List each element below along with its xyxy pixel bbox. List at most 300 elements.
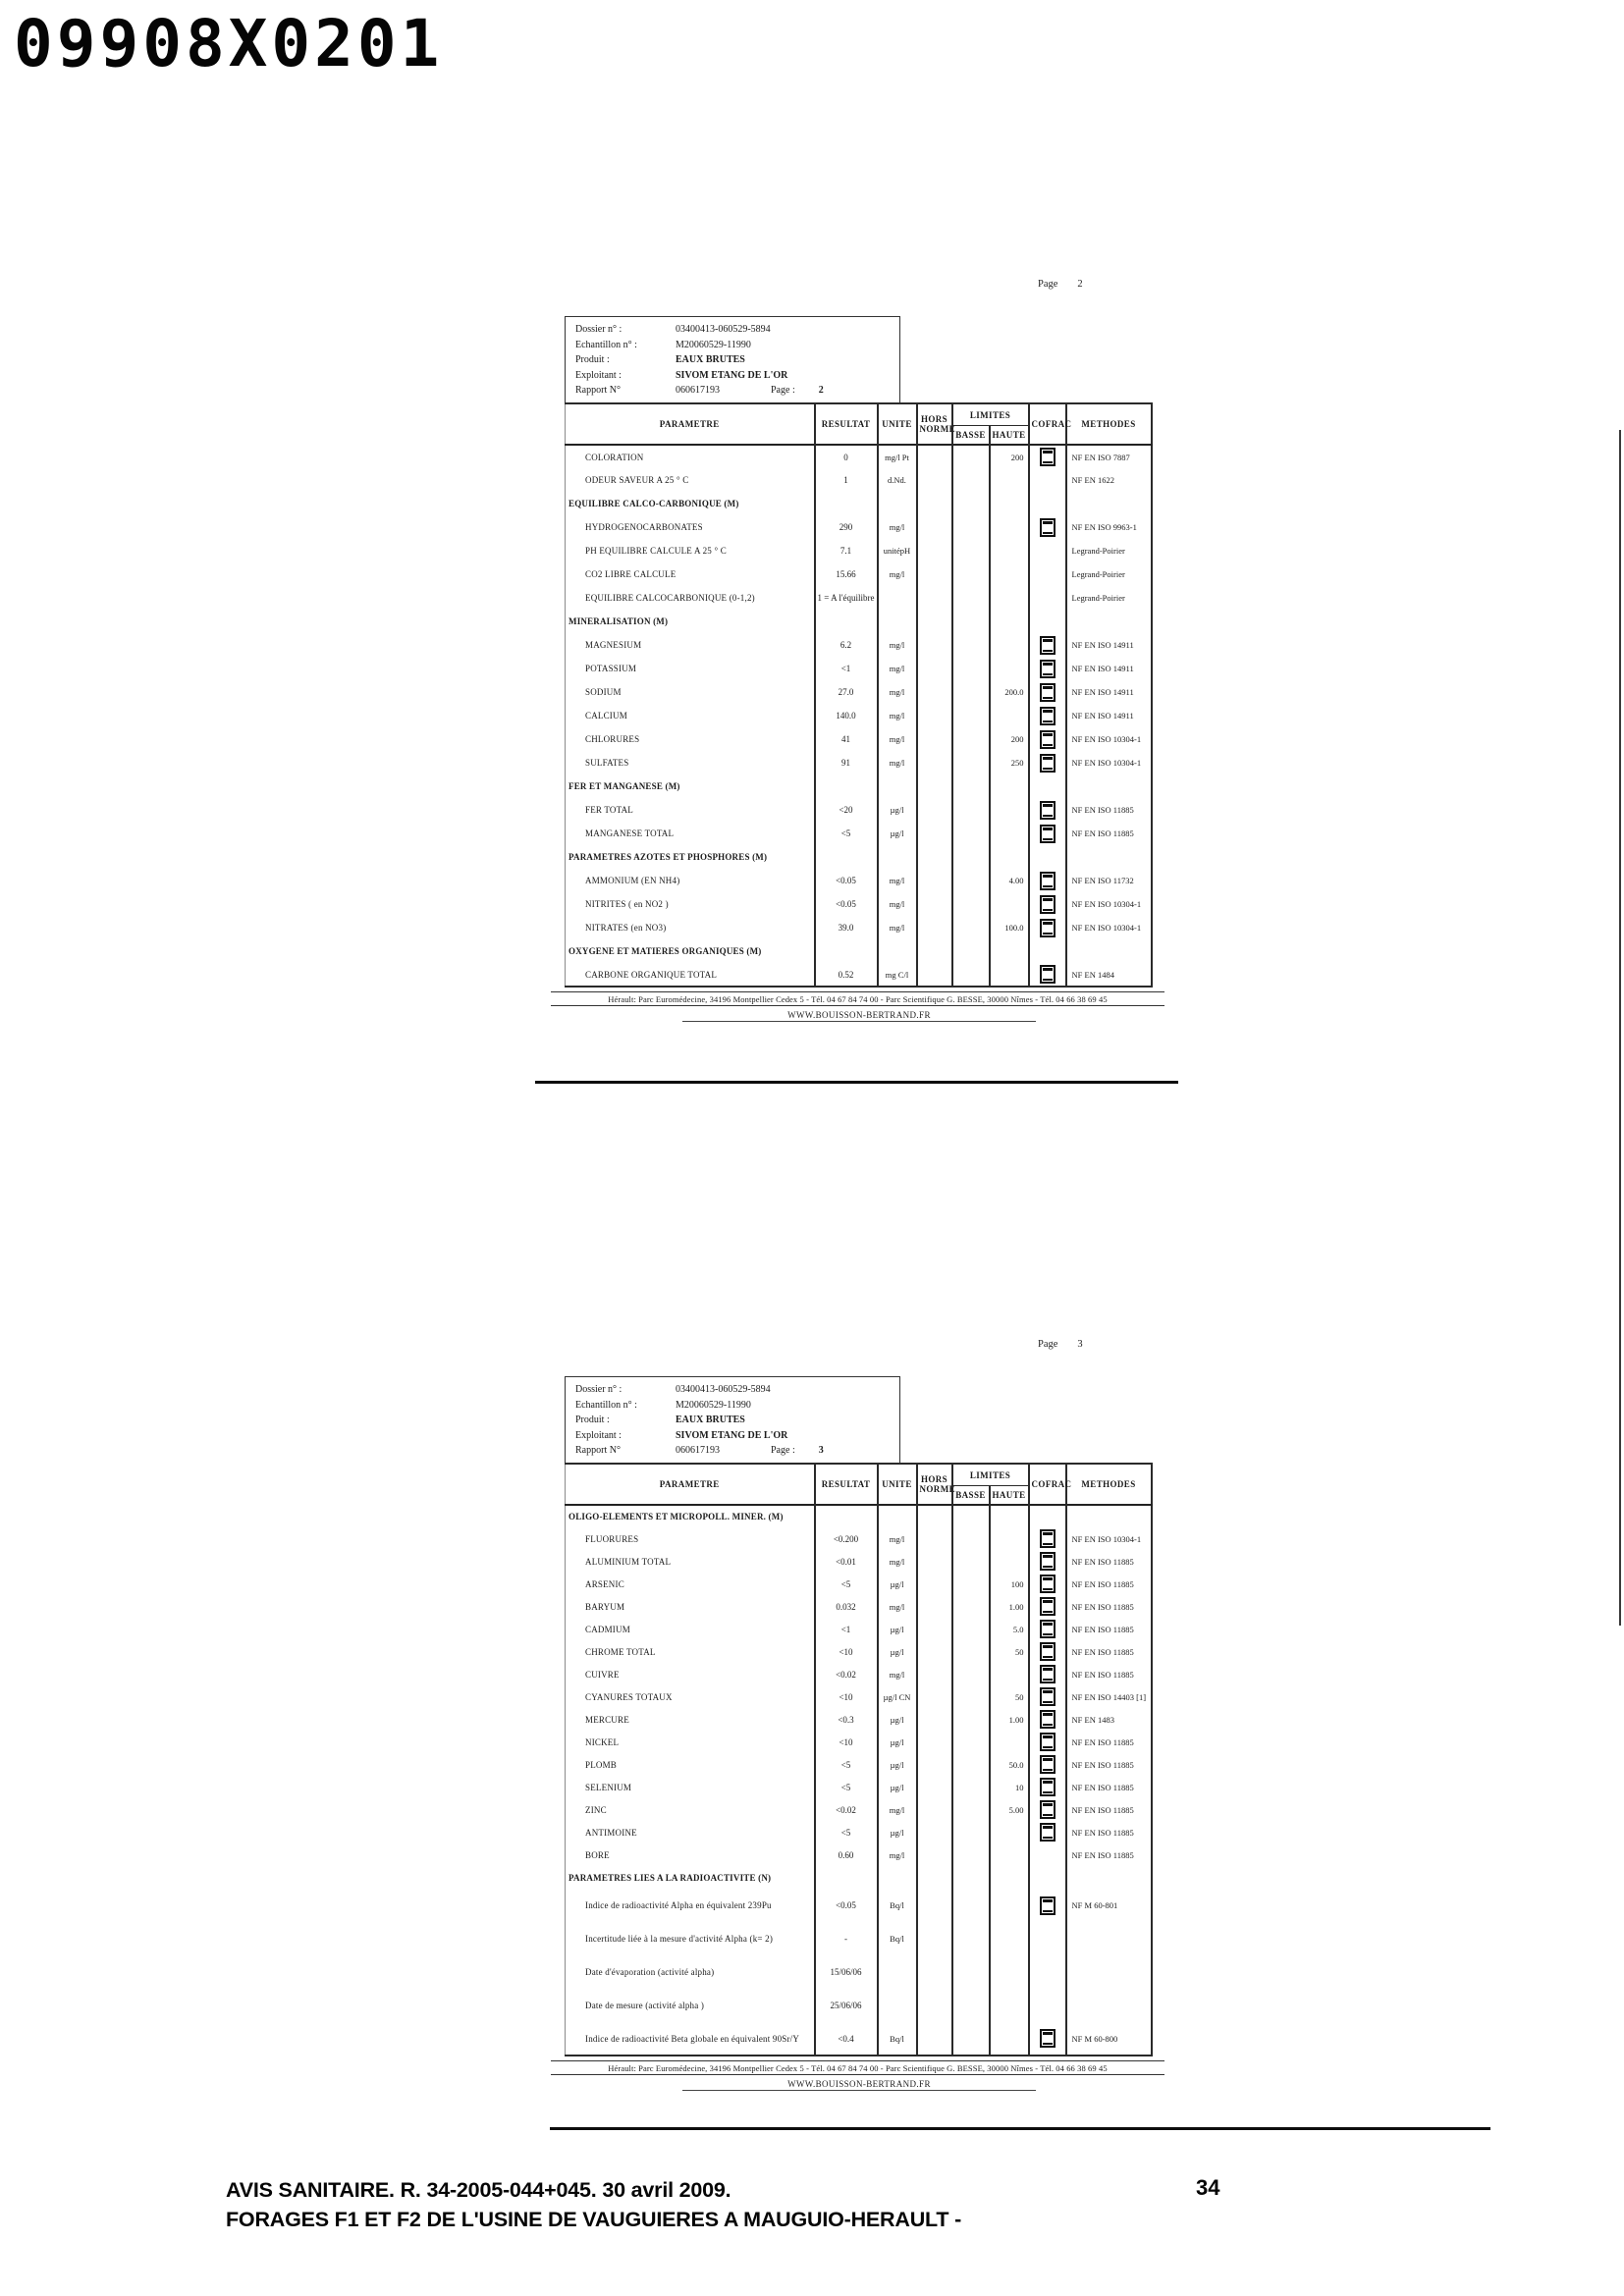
parameter-name: CARBONE ORGANIQUE TOTAL	[585, 969, 718, 980]
cofrac-stamp-icon	[1040, 1778, 1056, 1796]
method-name	[1066, 774, 1152, 798]
unit: mg/l	[878, 1798, 917, 1821]
limite-haute-value	[990, 1550, 1029, 1573]
result-value: 7.1	[815, 539, 878, 562]
result-value: <20	[815, 798, 878, 822]
method-name	[1066, 1989, 1152, 2022]
cofrac-cell	[1029, 539, 1066, 562]
cofrac-cell	[1029, 1989, 1066, 2022]
method-name: NF EN ISO 11885	[1066, 1731, 1152, 1753]
parameter-name: SODIUM	[585, 687, 622, 697]
table-row	[566, 468, 1152, 492]
unit	[878, 845, 917, 869]
result-value: 41	[815, 727, 878, 751]
report-page-label	[1038, 1339, 1083, 1350]
info-label: Echantillon n° :	[575, 1399, 637, 1411]
parameter-name: ARSENIC	[585, 1578, 624, 1589]
method-name: NF EN ISO 10304-1	[1066, 916, 1152, 939]
section-row	[566, 774, 1152, 798]
unit: µg/l	[878, 1821, 917, 1843]
col-hors-line1: HORS	[920, 414, 948, 424]
col-hors-norme	[917, 403, 955, 445]
report-info-box	[565, 1376, 900, 1464]
hors-norme-cell	[917, 1527, 952, 1550]
result-value: <1	[815, 1618, 878, 1640]
limite-haute-value: 200	[990, 727, 1029, 751]
hors-norme-cell	[917, 562, 952, 586]
cofrac-cell	[1029, 1889, 1066, 1922]
method-name: NF EN ISO 14403 [1]	[1066, 1685, 1152, 1708]
cofrac-cell	[1029, 1595, 1066, 1618]
col-resultat: RESULTAT	[815, 403, 878, 445]
col-hors-line2: NORME	[919, 424, 955, 434]
parameter-name: CALCIUM	[585, 711, 627, 721]
method-name: Legrand-Poirier	[1066, 539, 1152, 562]
info-label: Produit :	[575, 1415, 610, 1426]
result-value: <1	[815, 657, 878, 680]
section-row	[566, 610, 1152, 633]
limite-basse-cell	[952, 1685, 990, 1708]
hors-norme-cell	[917, 610, 952, 633]
method-name: NF EN ISO 7887	[1066, 445, 1152, 468]
cofrac-cell	[1029, 445, 1066, 468]
hors-norme-cell	[917, 939, 952, 963]
table-body	[566, 445, 1152, 987]
unit: unitépH	[878, 539, 917, 562]
limite-haute-value	[990, 1663, 1029, 1685]
result-value: 0.60	[815, 1843, 878, 1866]
result-value: -	[815, 1922, 878, 1955]
result-value: <10	[815, 1640, 878, 1663]
limite-haute-value: 50	[990, 1685, 1029, 1708]
method-name: NF EN ISO 11885	[1066, 1640, 1152, 1663]
cofrac-cell	[1029, 633, 1066, 657]
cofrac-stamp-icon	[1040, 1755, 1056, 1774]
section-title: OXYGENE ET MATIERES ORGANIQUES (M)	[568, 946, 762, 956]
method-name: NF M 60-801	[1066, 1889, 1152, 1922]
limite-haute-value	[990, 1922, 1029, 1955]
cofrac-stamp-icon	[1040, 872, 1056, 890]
col-resultat: RESULTAT	[815, 1464, 878, 1505]
section-row	[566, 939, 1152, 963]
limite-basse-cell	[952, 492, 990, 515]
result-value: 25/06/06	[815, 1989, 878, 2022]
method-name: NF EN ISO 11885	[1066, 1595, 1152, 1618]
hors-norme-cell	[917, 1889, 952, 1922]
cofrac-cell	[1029, 798, 1066, 822]
result-value: <5	[815, 1821, 878, 1843]
limite-haute-value	[990, 939, 1029, 963]
table-row	[566, 727, 1152, 751]
limite-basse-cell	[952, 1527, 990, 1550]
method-name: NF EN ISO 11885	[1066, 1821, 1152, 1843]
limite-haute-value	[990, 1989, 1029, 2022]
limite-haute-value	[990, 562, 1029, 586]
limite-basse-cell	[952, 539, 990, 562]
result-value: <0.02	[815, 1798, 878, 1821]
hors-norme-cell	[917, 727, 952, 751]
info-value: SIVOM ETANG DE L'OR	[676, 1429, 788, 1441]
unit: mg C/l	[878, 963, 917, 987]
unit: Bq/l	[878, 2022, 917, 2056]
unit: µg/l	[878, 1640, 917, 1663]
table-row	[566, 1922, 1152, 1955]
cofrac-stamp-icon	[1040, 2029, 1056, 2048]
info-page-label: Page :	[771, 1445, 795, 1457]
unit: mg/l	[878, 515, 917, 539]
cofrac-stamp-icon	[1040, 895, 1056, 914]
hors-norme-cell	[917, 1573, 952, 1595]
unit	[878, 586, 917, 610]
footer-avis-line: AVIS SANITAIRE. R. 34-2005-044+045. 30 avril 2009.	[226, 2178, 731, 2202]
cofrac-stamp-icon	[1040, 730, 1056, 749]
result-value: 1 = A l'équilibre	[815, 586, 878, 610]
footer-forages-line: FORAGES F1 ET F2 DE L'USINE DE VAUGUIERES A MAUGUIO-HERAULT -	[226, 2208, 962, 2231]
unit: mg/l	[878, 916, 917, 939]
hors-norme-cell	[917, 1989, 952, 2022]
unit: µg/l	[878, 1573, 917, 1595]
limite-haute-value: 1.00	[990, 1708, 1029, 1731]
unit	[878, 1866, 917, 1889]
cofrac-stamp-icon	[1040, 825, 1056, 843]
limite-basse-cell	[952, 939, 990, 963]
unit: µg/l	[878, 1753, 917, 1776]
method-name: NF EN ISO 11732	[1066, 869, 1152, 892]
parameter-name: POTASSIUM	[585, 664, 637, 673]
method-name: NF EN ISO 14911	[1066, 704, 1152, 727]
unit	[878, 1505, 917, 1527]
info-row	[575, 322, 892, 338]
limite-basse-cell	[952, 916, 990, 939]
limite-haute-value	[990, 586, 1029, 610]
info-value: EAUX BRUTES	[676, 1415, 745, 1426]
cofrac-cell	[1029, 822, 1066, 845]
info-value: EAUX BRUTES	[676, 354, 745, 366]
result-value: 0.52	[815, 963, 878, 987]
table-row	[566, 704, 1152, 727]
limite-basse-cell	[952, 845, 990, 869]
hors-norme-cell	[917, 822, 952, 845]
parameter-name: Indice de radioactivité Beta globale en équivalent 90Sr/Y	[585, 2033, 800, 2044]
parameter-name: FER TOTAL	[585, 805, 634, 815]
method-name: NF EN 1622	[1066, 468, 1152, 492]
hors-norme-cell	[917, 468, 952, 492]
hors-norme-cell	[917, 1776, 952, 1798]
unit: Bq/l	[878, 1889, 917, 1922]
cofrac-cell	[1029, 1866, 1066, 1889]
col-methodes: METHODES	[1066, 403, 1152, 445]
method-name	[1066, 1955, 1152, 1989]
page-value: 2	[1077, 279, 1083, 290]
parameter-name: MANGANESE TOTAL	[585, 828, 675, 838]
section-row	[566, 1505, 1152, 1527]
result-value: 0	[815, 445, 878, 468]
limite-basse-cell	[952, 1821, 990, 1843]
info-value: M20060529-11990	[676, 339, 751, 350]
table-row	[566, 586, 1152, 610]
analysis-results-table	[565, 402, 1153, 988]
report-info-rows	[575, 1382, 892, 1459]
parameter-name: CHLORURES	[585, 734, 640, 744]
limite-basse-cell	[952, 562, 990, 586]
parameter-name: PLOMB	[585, 1759, 618, 1770]
result-value: 39.0	[815, 916, 878, 939]
info-row	[575, 383, 892, 399]
limite-basse-cell	[952, 1955, 990, 1989]
hors-norme-cell	[917, 586, 952, 610]
page-word: Page	[1038, 279, 1058, 290]
col-methodes: METHODES	[1066, 1464, 1152, 1505]
unit: d.Nd.	[878, 468, 917, 492]
table-row	[566, 1843, 1152, 1866]
cofrac-stamp-icon	[1040, 919, 1056, 937]
cofrac-stamp-icon	[1040, 707, 1056, 725]
limite-basse-cell	[952, 445, 990, 468]
cofrac-cell	[1029, 657, 1066, 680]
col-hors-line1: HORS	[920, 1474, 948, 1484]
limite-haute-value: 4.00	[990, 869, 1029, 892]
hors-norme-cell	[917, 633, 952, 657]
parameter-name: CO2 LIBRE CALCULE	[585, 569, 677, 579]
info-value: 03400413-060529-5894	[676, 324, 771, 336]
parameter-name: AMMONIUM (EN NH4)	[585, 876, 680, 885]
hors-norme-cell	[917, 774, 952, 798]
cofrac-stamp-icon	[1040, 448, 1056, 466]
limite-haute-value	[990, 1843, 1029, 1866]
method-name	[1066, 1505, 1152, 1527]
info-label: Rapport N°	[575, 1445, 621, 1457]
table-row	[566, 1595, 1152, 1618]
unit: mg/l	[878, 1550, 917, 1573]
result-value	[815, 610, 878, 633]
col-unite: UNITE	[878, 1464, 917, 1505]
section-row	[566, 492, 1152, 515]
limite-haute-value	[990, 515, 1029, 539]
table-row	[566, 916, 1152, 939]
limite-basse-cell	[952, 633, 990, 657]
result-value	[815, 1866, 878, 1889]
limite-basse-cell	[952, 610, 990, 633]
cofrac-cell	[1029, 1843, 1066, 1866]
cofrac-stamp-icon	[1040, 754, 1056, 773]
unit	[878, 774, 917, 798]
limite-basse-cell	[952, 468, 990, 492]
table-row	[566, 1753, 1152, 1776]
result-value: 0.032	[815, 1595, 878, 1618]
limite-basse-cell	[952, 751, 990, 774]
hors-norme-cell	[917, 657, 952, 680]
table-row	[566, 1989, 1152, 2022]
unit: µg/l	[878, 1618, 917, 1640]
limite-basse-cell	[952, 822, 990, 845]
lab-website: WWW.BOUISSON-BERTRAND.FR	[682, 1010, 1036, 1022]
unit	[878, 1955, 917, 1989]
cofrac-cell	[1029, 1776, 1066, 1798]
cofrac-stamp-icon	[1040, 636, 1056, 655]
info-label: Echantillon n° :	[575, 339, 637, 350]
method-name	[1066, 939, 1152, 963]
table-row	[566, 1527, 1152, 1550]
report-info-box	[565, 316, 900, 403]
table-row	[566, 1685, 1152, 1708]
limite-haute-value: 50	[990, 1640, 1029, 1663]
limite-haute-value: 1.00	[990, 1595, 1029, 1618]
info-row	[575, 1443, 892, 1459]
limite-haute-value	[990, 657, 1029, 680]
table-row	[566, 1955, 1152, 1989]
method-name: NF EN ISO 10304-1	[1066, 727, 1152, 751]
cofrac-stamp-icon	[1040, 1710, 1056, 1729]
limite-haute-value	[990, 610, 1029, 633]
cofrac-cell	[1029, 1731, 1066, 1753]
result-value: <5	[815, 1573, 878, 1595]
table-row	[566, 1663, 1152, 1685]
limite-haute-value: 200	[990, 445, 1029, 468]
method-name: Legrand-Poirier	[1066, 562, 1152, 586]
parameter-name: FLUORURES	[585, 1533, 639, 1544]
hors-norme-cell	[917, 680, 952, 704]
limite-haute-value	[990, 633, 1029, 657]
limite-basse-cell	[952, 586, 990, 610]
limite-basse-cell	[952, 1731, 990, 1753]
parameter-name: MAGNESIUM	[585, 640, 642, 650]
unit	[878, 610, 917, 633]
col-basse: BASSE	[952, 1486, 990, 1506]
cofrac-cell	[1029, 869, 1066, 892]
result-value: <0.05	[815, 869, 878, 892]
lab-address-footer: Hérault: Parc Euromédecine, 34196 Montpellier Cedex 5 - Tél. 04 67 84 74 00 - Parc Scientifique G. BESSE, 30000 Nîmes - Tél. 04 66 38 69 45	[551, 2060, 1164, 2075]
table-row	[566, 892, 1152, 916]
info-label: Dossier n° :	[575, 1384, 623, 1396]
limite-basse-cell	[952, 1889, 990, 1922]
col-parametre: PARAMETRE	[659, 419, 720, 429]
info-label: Exploitant :	[575, 1429, 622, 1441]
cofrac-cell	[1029, 586, 1066, 610]
limite-basse-cell	[952, 1776, 990, 1798]
cofrac-cell	[1029, 704, 1066, 727]
parameter-name: BORE	[585, 1849, 610, 1860]
section-title: OLIGO-ELEMENTS ET MICROPOLL. MINER. (M)	[568, 1512, 784, 1522]
cofrac-stamp-icon	[1040, 660, 1056, 678]
parameter-name: NITRITES ( en NO2 )	[585, 899, 669, 909]
method-name: NF EN ISO 10304-1	[1066, 751, 1152, 774]
limite-haute-value	[990, 1821, 1029, 1843]
hors-norme-cell	[917, 845, 952, 869]
limite-basse-cell	[952, 1618, 990, 1640]
limite-haute-value	[990, 2022, 1029, 2056]
limite-haute-value: 10	[990, 1776, 1029, 1798]
cofrac-cell	[1029, 939, 1066, 963]
limite-basse-cell	[952, 1573, 990, 1595]
table-row	[566, 2022, 1152, 2056]
result-value: 290	[815, 515, 878, 539]
parameter-name: EQUILIBRE CALCOCARBONIQUE (0-1,2)	[585, 593, 755, 603]
cofrac-stamp-icon	[1040, 1687, 1056, 1706]
result-value: <0.05	[815, 1889, 878, 1922]
method-name: NF EN ISO 11885	[1066, 1550, 1152, 1573]
parameter-name: Indice de radioactivité Alpha en équivalent 239Pu	[585, 1900, 772, 1910]
table-row	[566, 657, 1152, 680]
parameter-name: CUIVRE	[585, 1669, 620, 1680]
result-value: 15/06/06	[815, 1955, 878, 1989]
method-name: NF EN ISO 11885	[1066, 1573, 1152, 1595]
result-value: <0.3	[815, 1708, 878, 1731]
table-row	[566, 1798, 1152, 1821]
unit: µg/l	[878, 1731, 917, 1753]
limite-basse-cell	[952, 1798, 990, 1821]
unit: µg/l	[878, 1708, 917, 1731]
hors-norme-cell	[917, 1595, 952, 1618]
limite-haute-value	[990, 845, 1029, 869]
method-name: NF EN ISO 11885	[1066, 1618, 1152, 1640]
method-name: NF EN ISO 14911	[1066, 657, 1152, 680]
unit: µg/l	[878, 822, 917, 845]
limite-haute-value: 100	[990, 1573, 1029, 1595]
method-name: NF EN ISO 14911	[1066, 680, 1152, 704]
unit: mg/l	[878, 1595, 917, 1618]
info-value: 03400413-060529-5894	[676, 1384, 771, 1396]
hors-norme-cell	[917, 1663, 952, 1685]
info-row	[575, 1413, 892, 1428]
cofrac-cell	[1029, 680, 1066, 704]
hors-norme-cell	[917, 1922, 952, 1955]
cofrac-cell	[1029, 1505, 1066, 1527]
unit: mg/l	[878, 633, 917, 657]
method-name: NF EN ISO 14911	[1066, 633, 1152, 657]
cofrac-stamp-icon	[1040, 965, 1056, 984]
parameter-name: MERCURE	[585, 1714, 629, 1725]
hors-norme-cell	[917, 1618, 952, 1640]
table-row	[566, 822, 1152, 845]
limite-haute-value	[990, 468, 1029, 492]
info-page-value: 2	[818, 385, 824, 397]
hors-norme-cell	[917, 869, 952, 892]
parameter-name: COLORATION	[585, 452, 644, 462]
result-value: <5	[815, 1776, 878, 1798]
result-value: <10	[815, 1731, 878, 1753]
parameter-name: ODEUR SAVEUR A 25 ° C	[585, 475, 689, 485]
limite-basse-cell	[952, 1753, 990, 1776]
method-name: NF EN ISO 11885	[1066, 822, 1152, 845]
unit: µg/l CN	[878, 1685, 917, 1708]
result-value	[815, 939, 878, 963]
section-title: FER ET MANGANESE (M)	[568, 781, 680, 791]
hors-norme-cell	[917, 1731, 952, 1753]
limite-basse-cell	[952, 727, 990, 751]
limite-haute-value	[990, 1955, 1029, 1989]
parameter-name: CADMIUM	[585, 1624, 630, 1634]
parameter-name: NITRATES (en NO3)	[585, 923, 667, 933]
limite-haute-value: 200.0	[990, 680, 1029, 704]
result-value: <0.01	[815, 1550, 878, 1573]
limite-haute-value	[990, 1527, 1029, 1550]
scan-edge-line	[1619, 430, 1621, 1626]
limite-basse-cell	[952, 1640, 990, 1663]
table-row	[566, 1618, 1152, 1640]
limite-basse-cell	[952, 1989, 990, 2022]
cofrac-cell	[1029, 492, 1066, 515]
limite-basse-cell	[952, 798, 990, 822]
info-page-label: Page :	[771, 385, 795, 397]
hors-norme-cell	[917, 1843, 952, 1866]
parameter-name: SULFATES	[585, 758, 629, 768]
limite-basse-cell	[952, 1708, 990, 1731]
table-header	[566, 403, 1152, 445]
parameter-name: Incertitude liée à la mesure d'activité Alpha (k= 2)	[585, 1934, 774, 1944]
limite-haute-value: 100.0	[990, 916, 1029, 939]
limite-haute-value	[990, 822, 1029, 845]
col-basse: BASSE	[952, 426, 990, 446]
